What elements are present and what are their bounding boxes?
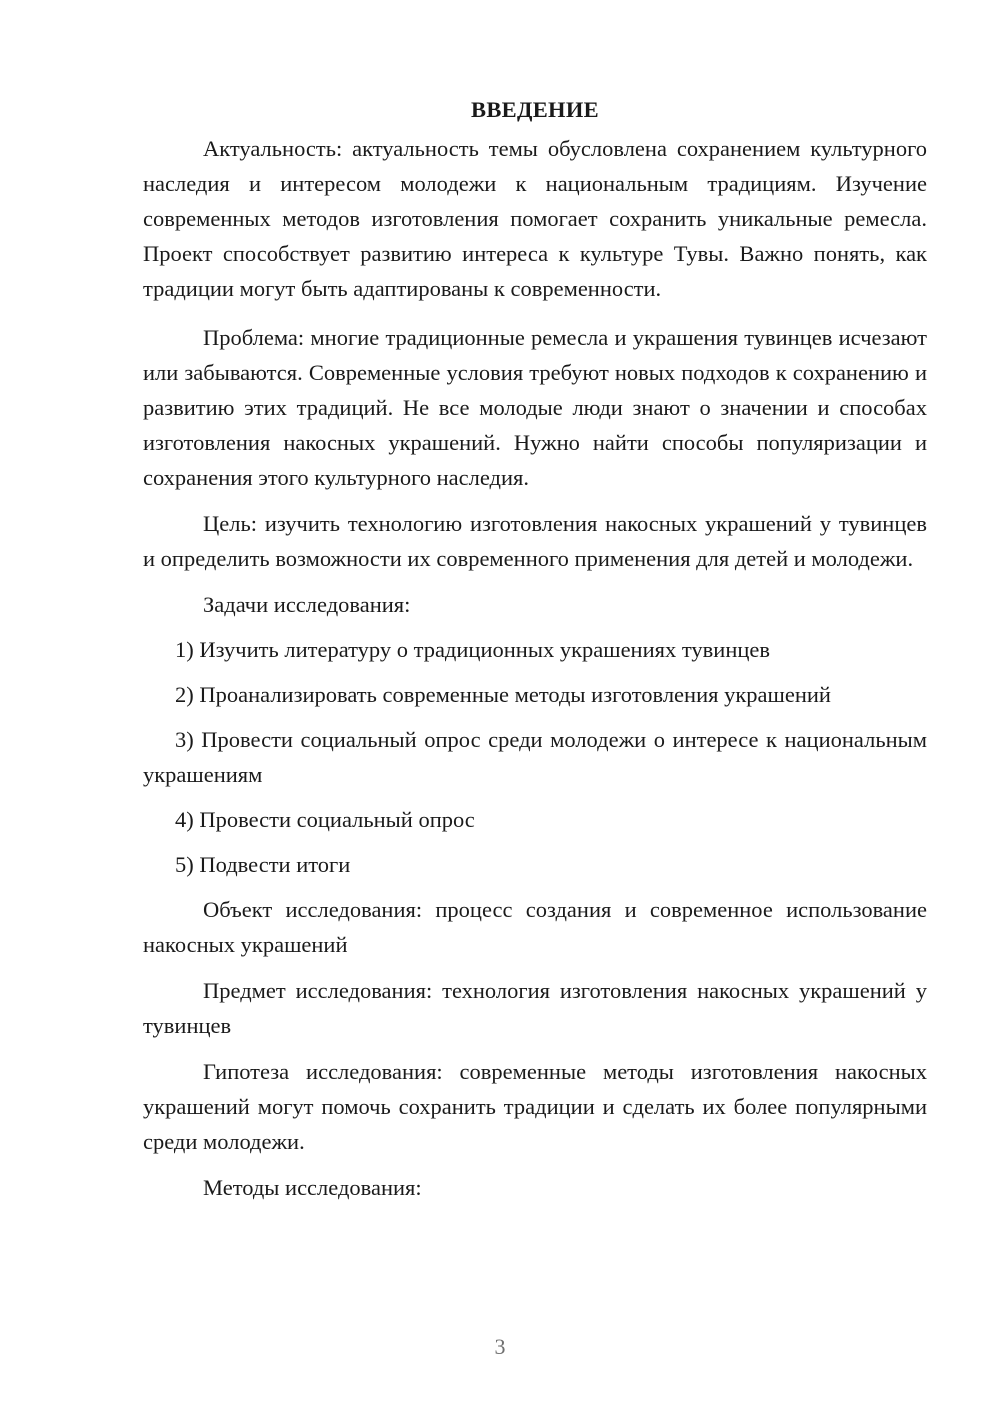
tasks-title: Задачи исследования: [203,592,411,617]
task-item: 3) Провести социальный опрос среди молодежи о интересе к национальным украшениям [143,727,927,787]
methods-title: Методы исследования: [203,1175,422,1200]
hypothesis-paragraph: Гипотеза исследования: современные методы изготовления накосных украшений могут помочь сохранить традиции и сделать их более популярными среди молодежи. [143,1059,927,1154]
object-paragraph: Объект исследования: процесс создания и современное использование накосных украшений [143,897,927,957]
task-item: 4) Провести социальный опрос [175,807,475,832]
document-body [143,92,927,1205]
goal-paragraph: Цель: изучить технологию изготовления накосных украшений у тувинцев и определить возможности их современного применения для детей и молодежи. [143,511,927,571]
problem-paragraph: Проблема: многие традиционные ремесла и украшения тувинцев исчезают или забываются. Современные условия требуют новых подходов к сохранению и развитию этих традиций. Не все молодые люди знают о значении и способах изготовления накосных украшений. Нужно найти способы популяризации и сохранения этого культурного наследия. [143,325,927,490]
subject-paragraph: Предмет исследования: технология изготовления накосных украшений у тувинцев [143,978,927,1038]
task-item: 1) Изучить литературу о традиционных украшениях тувинцев [175,637,771,662]
relevance-paragraph: Актуальность: актуальность темы обусловлена сохранением культурного наследия и интересом молодежи к национальным традициям. Изучение современных методов изготовления помогает сохранить уникальные ремесла. Проект способствует развитию интереса к культуре Тувы. Важно понять, как традиции могут быть адаптированы к современности. [143,136,927,301]
task-item: 5) Подвести итоги [175,852,351,877]
section-heading: ВВЕДЕНИЕ [471,97,599,122]
task-item: 2) Проанализировать современные методы изготовления украшений [175,682,831,707]
page-number: 3 [494,1334,506,1359]
